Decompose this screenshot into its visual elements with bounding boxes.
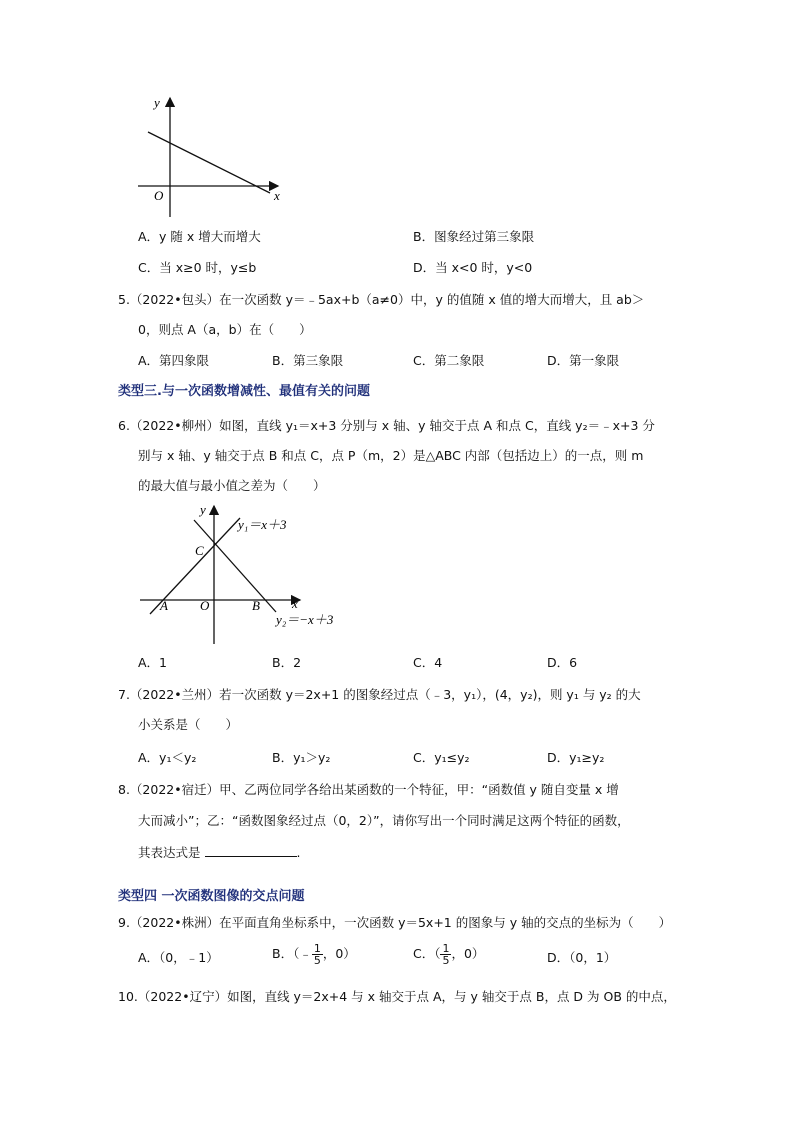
q8-line3-prefix: 其表达式是 <box>138 845 201 860</box>
q5-option-b[interactable]: B．第三象限 <box>272 353 344 368</box>
q6-option-b[interactable]: B．2 <box>272 655 302 670</box>
origin-label: O <box>154 188 164 203</box>
q6-stem-line1: 6.（2022•柳州）如图，直线 y₁＝x+3 分别与 x 轴、y 轴交于点 A 和点 C，直线 y₂＝﹣x+3 分 <box>118 418 655 433</box>
q9-b-suffix: ，0） <box>322 946 356 961</box>
q5-option-a[interactable]: A．第四象限 <box>138 353 210 368</box>
q4-option-c[interactable]: C．当 x≥0 时，y≤b <box>138 260 257 275</box>
q9-b-prefix: B．（﹣ <box>272 946 312 961</box>
q5-stem-line2: 0，则点 A（a，b）在（ ） <box>138 322 312 337</box>
x-axis-label: x <box>292 596 298 611</box>
line-y2-label: y₂＝−x＋3 <box>276 612 334 627</box>
graph-1 <box>130 90 290 220</box>
q9-option-c[interactable] <box>413 943 484 966</box>
q9-option-a[interactable]: A．（0，﹣1） <box>138 950 219 965</box>
fraction <box>312 943 323 966</box>
y-axis-label: y <box>154 95 160 110</box>
point-o-label: O <box>200 598 210 613</box>
q9-c-suffix: ，0） <box>451 946 485 961</box>
q4-option-b[interactable]: B．图象经过第三象限 <box>413 229 535 244</box>
fraction-denominator: 5 <box>313 954 321 967</box>
q5-stem-line1: 5.（2022•包头）在一次函数 y＝﹣5ax+b（a≠0）中，y 的值随 x 值的增大而增大，且 ab＞ <box>118 292 645 307</box>
y-axis-label: y <box>200 502 206 517</box>
q4-option-d[interactable]: D．当 x<0 时，y<0 <box>413 260 533 275</box>
q8-answer-blank[interactable] <box>205 844 297 857</box>
fraction <box>440 943 451 966</box>
q6-stem-line2: 别与 x 轴、y 轴交于点 B 和点 C，点 P（m，2）是△ABC 内部（包括边上）的一点，则 m <box>138 448 644 463</box>
section-heading-type3: 类型三.与一次函数增减性、最值有关的问题 <box>118 384 370 399</box>
q7-option-d[interactable]: D．y₁≥y₂ <box>547 750 605 765</box>
q9-c-prefix: C．（ <box>413 946 441 961</box>
q8-stem-line2: 大而减小”；乙：“函数图象经过点（0，2）”，请你写出一个同时满足这两个特征的函数， <box>138 813 630 828</box>
q10-stem-line1: 10.（2022•辽宁）如图，直线 y＝2x+4 与 x 轴交于点 A，与 y 轴交于点 B，点 D 为 OB 的中点， <box>118 989 676 1004</box>
q6-option-a[interactable]: A．1 <box>138 655 168 670</box>
x-axis-label: x <box>274 188 280 203</box>
q7-option-c[interactable]: C．y₁≤y₂ <box>413 750 470 765</box>
line-y1-label: y₁＝x＋3 <box>238 517 287 532</box>
q7-stem-line1: 7.（2022•兰州）若一次函数 y＝2x+1 的图象经过点（﹣3，y₁），(4，y₂)，则 y₁ 与 y₂ 的大 <box>118 687 641 702</box>
point-c-label: C <box>195 543 204 558</box>
q7-option-b[interactable]: B．y₁＞y₂ <box>272 750 331 765</box>
q7-option-a[interactable]: A．y₁＜y₂ <box>138 750 197 765</box>
fraction-numerator: 1 <box>313 942 321 955</box>
fraction-denominator: 5 <box>442 954 450 967</box>
graph-2 <box>130 498 370 648</box>
q8-line3-suffix: . <box>296 845 301 860</box>
q5-option-d[interactable]: D．第一象限 <box>547 353 620 368</box>
q9-stem-line1: 9.（2022•株洲）在平面直角坐标系中，一次函数 y＝5x+1 的图象与 y 轴的交点的坐标为（ ） <box>118 915 672 930</box>
point-a-label: A <box>160 598 168 613</box>
q6-stem-line3: 的最大值与最小值之差为（ ） <box>138 478 326 493</box>
section-heading-type4: 类型四 一次函数图像的交点问题 <box>118 889 305 904</box>
q9-option-d[interactable]: D．（0，1） <box>547 950 617 965</box>
q9-option-b[interactable] <box>272 943 356 966</box>
q8-stem-line3 <box>138 844 300 861</box>
q8-stem-line1: 8.（2022•宿迁）甲、乙两位同学各给出某函数的一个特征，甲：“函数值 y 随自变量 x 增 <box>118 782 619 797</box>
q7-stem-line2: 小关系是（ ） <box>138 717 239 732</box>
q6-option-d[interactable]: D．6 <box>547 655 578 670</box>
q5-option-c[interactable]: C．第二象限 <box>413 353 485 368</box>
fraction-numerator: 1 <box>442 942 450 955</box>
q6-option-c[interactable]: C．4 <box>413 655 443 670</box>
point-b-label: B <box>252 598 260 613</box>
q4-option-a[interactable]: A．y 随 x 增大而增大 <box>138 229 261 244</box>
graph-line <box>148 132 270 193</box>
